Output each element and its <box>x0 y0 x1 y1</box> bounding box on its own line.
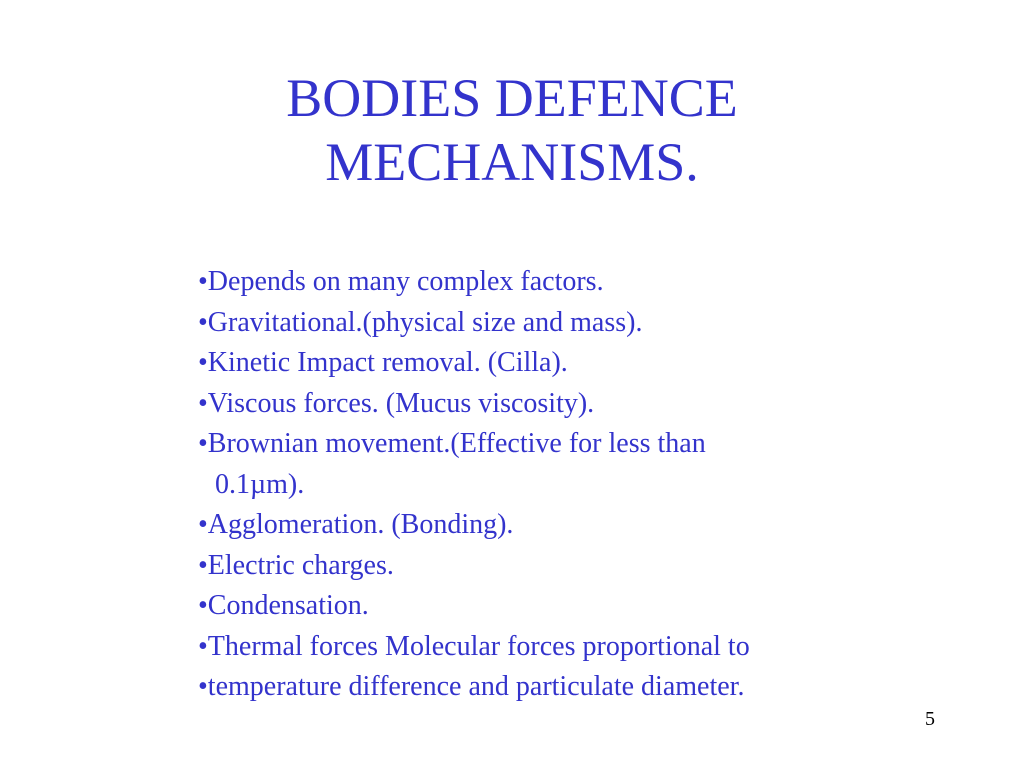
bullet-item: •Depends on many complex factors. <box>198 266 604 297</box>
slide-title-line-2: MECHANISMS. <box>325 132 699 192</box>
bullet-item: •Thermal forces Molecular forces proportional to <box>198 630 750 662</box>
bullet-item: •Condensation. <box>198 590 369 621</box>
slide-title-line-1: BODIES DEFENCE <box>286 68 738 128</box>
bullet-item: •Viscous forces. (Mucus viscosity). <box>198 387 595 419</box>
bullet-item: •Electric charges. <box>198 549 394 581</box>
slide-title <box>0 66 1024 194</box>
bullet-list <box>198 262 750 708</box>
page-number: 5 <box>925 708 935 730</box>
bullet-item: •Gravitational.(physical size and mass). <box>198 306 643 338</box>
bullet-item: •Kinetic Impact removal. (Cilla). <box>198 347 568 378</box>
bullet-item: •Agglomeration. (Bonding). <box>198 509 514 540</box>
bullet-continuation: 0.1µm). <box>215 468 305 500</box>
bullet-item: •Brownian movement.(Effective for less than <box>198 428 706 459</box>
bullet-item: •temperature difference and particulate diameter. <box>198 671 745 702</box>
